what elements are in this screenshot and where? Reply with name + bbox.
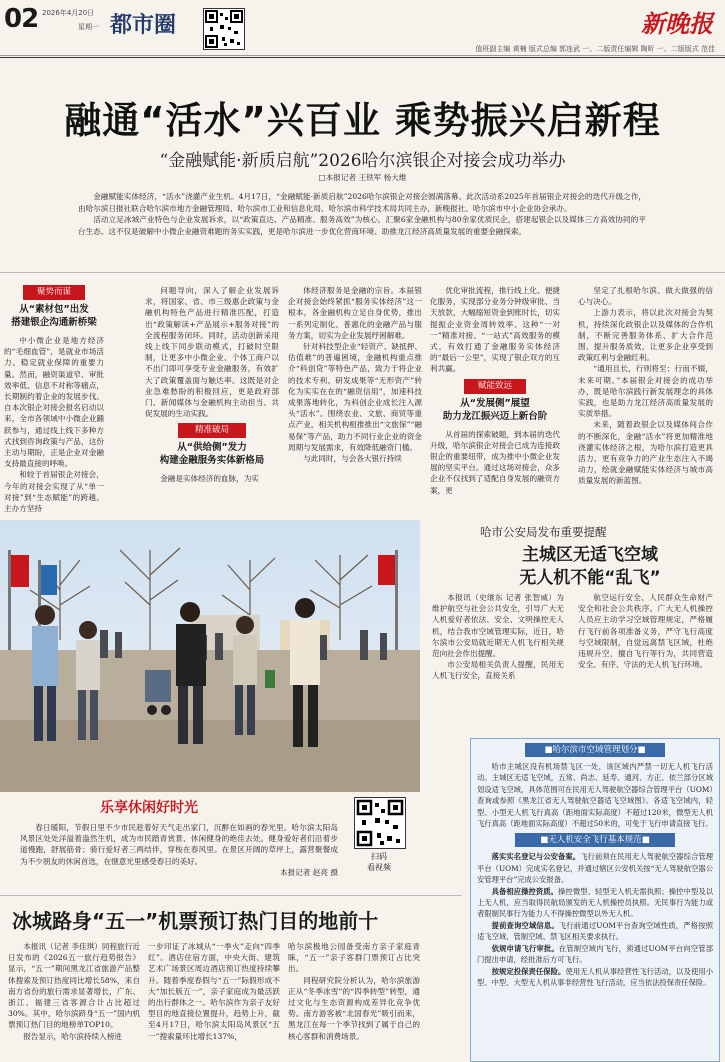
column-subtitle: 搭建银企沟通新桥梁 bbox=[11, 317, 97, 328]
column-paragraph: 上游力表示，将以此次对接会为契机，持续深化政银企以及媒体的合作机制，不断完善服务体系、扩大合作范围、提升服务质效，让更多企业享受到政策红利与金融红利。 bbox=[578, 308, 713, 363]
box-heading: ■无人机安全飞行基本规范■ bbox=[515, 833, 675, 847]
lead-paragraph: 活动立足冰城产业特色与企业发展诉求，以“政策直达、产品精准、服务高效”为核心，汇聚6家金融机构与80余家优质民企，搭建起银企以及媒体三方高效协同的平台生态。这不仅是破解中小微企业融资难题的务实实践，更是哈尔滨进一步优化营商环境、助推龙江经济高质量发展的重要金融探索。 bbox=[78, 215, 646, 236]
column-subtitle: 从“供给侧”发力 bbox=[177, 442, 247, 454]
lead-column-5 bbox=[578, 285, 713, 487]
lead-column-3 bbox=[288, 285, 422, 464]
airspace-info-box bbox=[470, 738, 720, 1062]
bottom-headline: 冰城路身“五一”机票预订热门目的地前十 bbox=[12, 909, 379, 933]
lead-byline: □本报记者 王铁军 杨大维 bbox=[318, 173, 407, 182]
lead-intro bbox=[78, 191, 646, 237]
header-qr-code[interactable] bbox=[203, 8, 245, 50]
header-rule bbox=[0, 55, 725, 56]
lead-column-4 bbox=[430, 285, 560, 496]
column-subtitle: 从“素材包”出发 bbox=[19, 304, 89, 315]
park-photo bbox=[0, 520, 420, 792]
bottom-column-1: 本报讯（记者 李佳琪）同程旅行近日发布的《2026五一旅行趋势报告》显示，“五一”期间黑龙江省旅游产品整体搜索及预订热度同比增长58%，来自南方省份的旅行需求显著增长，广东、浙江、福建三省客源合计占比超过30%。其中，哈尔滨跻身“五一”国内机票预订热门目的地榜单TOP10。 报告显示，哈尔滨持续入榜进 bbox=[8, 942, 140, 1041]
column-subtitle: 从“发展侧”展望 bbox=[460, 397, 530, 409]
column-paragraph: 优化审批流程，推行线上化、便捷化服务，实现部分业务分钟级审批、当天放款，大幅缩短资金到账时长，切实提振企业资金周转效率。这种“一对一”精准对接、“一站式”高效服务的模式，有效打通了金融服务实体经济的“最后一公里”，实现了银企双方的互利共赢。 bbox=[430, 286, 560, 374]
column-paragraph: 体经济服务是金融的宗旨。本届银企对接会始终紧抓“服务实体经济”这一根本，各金融机构立足自身优势，推出一系列定制化、普惠化的金融产品与服务方案，切实为企业发展纾困解难。 bbox=[288, 286, 422, 340]
column-paragraph: 未来，随着政银企以及媒体间合作的不断深化，金融“活水”将更加精准地浇灌实体经济之根，为哈尔滨打造更具活力、更有竞争力的产业生态注入不竭动力，绘就金融赋能实体经济与城市高质量发展的新蓝图。 bbox=[578, 420, 713, 486]
column-subtitle: 构建金融服务实体新格局 bbox=[159, 455, 265, 467]
box-heading: ■哈尔滨市空域管理划分■ bbox=[525, 743, 665, 757]
bottom-column-2: 一步印证了冰城从“一季火”走向“四季红”。酒店住宿方面，中央大街、建筑艺术广场景区周边酒店预订热度持续攀升。随着季度春假与“五一”际假形成不大“加长版五一”，亲子家庭成为最活跃的出行群体之一。哈尔滨作为亲子友好型目的地直接位置提升，趋势上升，截至4月17日，哈尔滨太阳岛风景区“五一”搜索量环比增长137%， bbox=[148, 942, 280, 1041]
rule-item: 按规定投保责任保险。使用无人机从事经营性飞行活动，以及使用小型、中型、大型无人机从事非经营性飞行活动，应当依法投保责任保险。 bbox=[477, 966, 714, 987]
photo-caption bbox=[20, 822, 338, 878]
drone-body-right: 航空运行安全、人民群众生命财产安全和社会公共秩序。广大无人机操控人员应主动学习空域管理规定，严格履行飞行前各项准备义务，严守飞行高度与空域限制，自觉远离禁飞区域，杜绝违规升空，擅自飞行等行为，共同营造安全、有序、守法的无人机飞行环境。 bbox=[578, 593, 713, 670]
qr-pattern-icon bbox=[204, 9, 244, 49]
lead-column-2 bbox=[145, 285, 279, 485]
column-paragraph: 中小微企业是地方经济的“毛细血管”，是就业市场活力、稳定就业保障的重要力量。然而，融资渠道窄、审批效率低、信息不对称等痛点，长期制约着企业的发展步伐。自本次银企对接会报名启动以来，全市各领域中小微企业踊跃参与，通过线上线下多种方式找到咨询政策与产品，这份主动与期盼，正是企业对金融支持最直接的呼唤。 bbox=[4, 336, 104, 469]
rule-item: 依规申请飞行审批。在管制空域内飞行，须通过UOM平台向空管部门提出申请，经批准后方可飞行。 bbox=[477, 943, 713, 965]
park-scene-illustration bbox=[0, 520, 420, 792]
qr-pattern-icon bbox=[355, 798, 405, 848]
box-paragraph: 哈市主城区没有机场禁飞区一处，该区域内严禁一切无人机飞行活动。主城区无适飞空域，五常、尚志、延寿、通河、方正、依兰部分区域划设适飞空域，具体范围可在民用无人驾驶航空器综合管理平台（UOM）查询或参照《黑龙江省无人驾驶航空器适飞空域图》。各适飞空域内，轻型、小型无人机飞行真高（距地面实际高度）不超过120米，微型无人机飞行真高（距地面实际高度）不超过50米的，可免于飞行申请直接飞行。 bbox=[477, 762, 713, 829]
page-number: 02 bbox=[4, 4, 39, 34]
header-rule-2 bbox=[0, 57, 725, 58]
section-tag: 精准破局 bbox=[178, 423, 246, 438]
column-paragraph: 金融是实体经济的血脉，为实 bbox=[160, 474, 259, 484]
rule-item: 落实实名登记与公安备案。飞行前须在民用无人驾驶航空器综合管理平台（UOM）完成实名登记，并通过辖区公安机关按“无人驾驶航空器公安管理平台”完成公安报备。 bbox=[477, 852, 714, 885]
drone-kicker: 哈市公安局发布重要提醒 bbox=[480, 525, 607, 539]
rule-item: 提前查询空域信息。飞行前通过UOM平台查询空域性质，严格按照适飞空域、管制空域、禁飞区相关要求执行。 bbox=[477, 920, 713, 942]
lead-column-1 bbox=[4, 285, 104, 514]
editor-credits: 值班副主编 黄楠 版式总编 郭连武 一、二版责任编辑 陶昕 一、二版版式 范佳 bbox=[475, 45, 715, 53]
lead-paragraph: 金融赋能实体经济，“活水”浇灌产业生机。4月17日，“金融赋能·新质启航”2026哈尔滨银企对接会圆满落幕。此次活动系2025年首届银企对接会的迭代升级之作，由哈尔滨日报社联合哈尔滨市地方金融管理局、哈尔滨市工业和信息化局、哈尔滨市科学技术局共同主办，新晚报社、哈尔滨市中小企业协会承办。 bbox=[78, 192, 646, 213]
issue-date: 2026年4月20日 bbox=[42, 9, 95, 17]
lead-subhead: “金融赋能·新质启航”2026哈尔滨银企对接会成功举办 bbox=[159, 151, 566, 171]
section-tag: 赋能致远 bbox=[464, 379, 526, 394]
column-paragraph: 针对科技型企业“轻资产、缺抵押、估值难”的普遍困境，金融机构重点推介“科创贷”等特色产品，致力于将企业的技术专利、研发成果等“无形资产”转化为实实在在的“融资信用”，加速科技成果落地转化，为科创企业成长注入源头“活水”。围绕农业、文旅、商贸等重点产业，相关机构相推推出“文旅保”“融易保”等产品，助力不同行业企业的资金周期与发展需求，有效降低融资门槛。 bbox=[288, 342, 422, 452]
photo-credit: 本报记者 赵亮 摄 bbox=[280, 867, 338, 877]
lead-headline: 融通“活水”兴百业 乘势振兴启新程 bbox=[64, 99, 661, 142]
video-qr-code[interactable] bbox=[354, 797, 406, 849]
column-paragraph: 和较于首届银企对接会，今年的对接会实现了从“单一对接”到“生态赋能”的跨越。主办方坚持 bbox=[4, 470, 104, 514]
photo-caption-title: 乐享休闲好时光 bbox=[100, 800, 198, 816]
section-title: 都市圈 bbox=[110, 13, 177, 38]
drone-headline-2: 无人机不能“乱飞” bbox=[519, 568, 661, 588]
byline-box-icon: □ bbox=[318, 173, 326, 182]
bottom-column-3: 哈尔滨极地公园备受南方亲子家庭青睐，“五一”亲子客群门票预订占比突出。 同程研究院分析认为，哈尔滨旅游正从“冬季冰雪”的“四季转型”转型，通过文化与生态资源构成差异化竞争优势。南方游客被“北国春光”吸引而来，黑龙江在每一个季节找到了属于自己的核心客群和消费场景。 bbox=[288, 942, 420, 1041]
issue-weekday: 星期一 bbox=[78, 23, 99, 31]
column-paragraph: “通用且长，行则将至；行而不辍，未来可期。”本届银企对接会的成功举办，既是哈尔滨践行新发展理念的具体实践，也是助力龙江经济高质量发展的实质举措。 bbox=[578, 364, 713, 419]
photo-caption-text: 春日暖阳，节假日里不少市民趁着好天气走出家门，沉醉在如画的春光里。哈尔滨太阳岛风景区处处洋溢着盎然生机，成为市民踏青赏景、休闲健身的绝佳去处。健身爱好者们沿着步道慢跑，舒展筋骨；骑行爱好者三两结伴，穿梭在春风里。在景区开阔的草坪上，露营聚餐成为不少朋友的休闲首选，在惬意光里感受春日的美好。 bbox=[20, 823, 338, 866]
drone-body-left: 本报讯（史继东 记者 张智威）为维护航空与社会公共安全，引导广大无人机爱好者依法、安全、文明操控无人机，结合我市空域管理实际，近日，哈尔滨市公安局就近期无人机飞行相关规范向社会作出提醒。 市公安局相关负责人提醒，民用无人机飞行安全，直接关系 bbox=[432, 593, 564, 681]
lead-divider bbox=[0, 272, 725, 273]
bottom-divider bbox=[0, 895, 462, 896]
column-paragraph: 从首届的探索破题，到本届的迭代升级，哈尔滨银企对接会已成为连接政银企的重要纽带，成为推中小微企业发展的坚实平台。通过这场对接会，众多企业不仅找到了适配自身发展的融资方案，更 bbox=[430, 429, 560, 495]
qr-label: 扫码 看视频 bbox=[367, 852, 391, 872]
column-paragraph: 与此同时，与会各大银行持续 bbox=[303, 454, 402, 464]
section-tag: 聚势而谋 bbox=[23, 285, 85, 300]
drone-headline-1: 主城区无适飞空域 bbox=[522, 545, 658, 565]
rule-item: 具备相应操控资质。操控微型、轻型无人机无需执照；操控中型及以上无人机，应当取得民航局颁发的无人机操控员执照。无民事行为能力或者限制民事行为能力人不得操控微型以外无人机。 bbox=[477, 886, 714, 919]
newspaper-logo: 新晚报 bbox=[641, 9, 713, 38]
column-subtitle: 助力龙江振兴迈上新台阶 bbox=[442, 410, 548, 422]
column-paragraph: 坚定了扎根哈尔滨、做大做强的信心与决心。 bbox=[578, 286, 713, 307]
column-paragraph: 问题导向，深入了解企业发展诉求，将国家、省、市三级惠企政策与金融机构特色产品进行精准匹配，打造出“政策解读+产品展示+服务对接”的全流程服务闭环。同时，活动创新采用线上线下同步联动模式，打破时空限制，让更多中小微企业、个体工商户以不出门即可享受专业金融服务，有效扩大了政策覆盖面与触达率。这既是对企业急难愁盼的积极回应，更是政府部门、新闻媒体与金融机构主动担当、共促发展的生动实践。 bbox=[145, 286, 279, 419]
